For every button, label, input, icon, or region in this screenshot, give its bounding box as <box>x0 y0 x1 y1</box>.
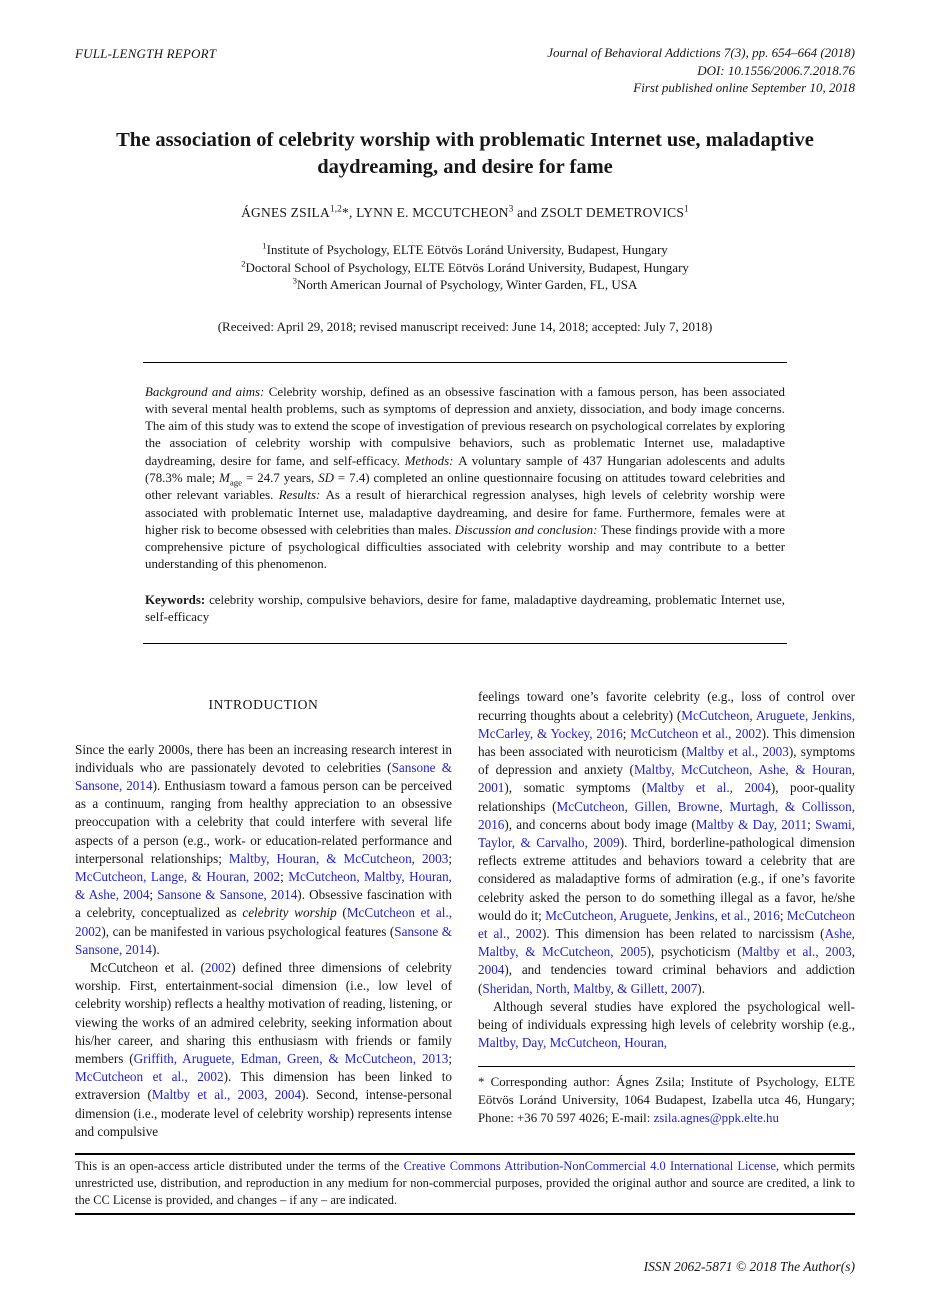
text-run: Keywords: <box>145 592 210 607</box>
body-paragraph <box>478 688 855 997</box>
citation-link[interactable]: Sansone & Sansone, 2014 <box>75 923 452 957</box>
citation-link[interactable]: Maltby, Houran, & McCutcheon, 2003 <box>228 850 449 866</box>
journal-info <box>547 44 855 97</box>
text-run: 1 <box>262 240 267 251</box>
text-run: ), and tendencies toward criminal behaviors and addiction ( <box>478 962 855 996</box>
text-run: , which permits unrestricted use, distribution, and reproduction in any medium for non-commercial purposes, provided the original author and source are credited, a link to the CC License is provided, and changes – if any – are indicated. <box>75 1159 855 1207</box>
text-run: ). Enthusiasm toward a famous person can be perceived as a continuum, ranging from healthy appreciation to an obsessive preoccupation with a celebrity that could interfere with several life aspects of a person (e.g., work- or education-related performance and interpersonal relationships; <box>75 777 452 866</box>
citation-link[interactable]: Sheridan, North, Maltby, & Gillett, 2007 <box>482 980 698 996</box>
text-run: SD <box>318 470 334 485</box>
citation-link[interactable]: McCutcheon, Aruguete, Jenkins, McCarley, & Yockey, 2016 <box>478 707 855 741</box>
citation-link[interactable]: McCutcheon, Maltby, Houran, & Ashe, 2004 <box>75 868 452 903</box>
text-run: , <box>851 944 855 960</box>
citation-link[interactable]: Sansone & Sansone, 2014 <box>157 887 298 903</box>
text-run: ). This dimension has been associated with neuroticism ( <box>478 725 856 759</box>
text-run: These findings provide with a more comprehensive picture of psychological difficulties associated with celebrity worship and may contribute to a better understanding of this phenomenon. <box>145 522 785 572</box>
doi-line: DOI: 10.1556/2006.7.2018.76 <box>697 62 855 78</box>
text-run: ; <box>807 816 816 832</box>
citation-link[interactable]: McCutcheon, Lange, & Houran, 2002 <box>75 868 281 884</box>
text-run: ). Obsessive fascination with a celebrity, conceptualized as <box>75 887 452 921</box>
text-run: ). This dimension has been related to narcissism ( <box>542 926 825 941</box>
right-column <box>478 688 855 1141</box>
body-paragraph <box>75 741 452 959</box>
text-run: McCutcheon et al. ( <box>90 960 205 975</box>
issn-copyright-line: ISSN 2062-5871 © 2018 The Author(s) <box>643 1259 855 1275</box>
text-run: ; <box>622 725 631 741</box>
citation-link[interactable]: McCutcheon et al., 2002 <box>478 907 855 941</box>
text-run: As a result of hierarchical regression analyses, high levels of celebrity worship were associated with problematic Internet use, maladaptive daydreaming, and desire for fame. Furthermore, females were at higher risk to become obsessed with celebrities than males. <box>145 488 785 537</box>
text-run: 3 <box>508 203 514 214</box>
text-run: ), psychoticism ( <box>646 944 742 960</box>
affiliation-line <box>75 259 855 277</box>
text-run: ). This dimension has been linked to extraversion ( <box>75 1069 452 1103</box>
text-run: * Corresponding author: Ágnes Zsila; Institute of Psychology, ELTE Eötvös Loránd University, 1064 Budapest, Izabella utca 46, Hungary; Phone: +36 70 597 4026; E-mail: <box>478 1075 855 1125</box>
citation-link[interactable]: Maltby et al., 2003 <box>151 1087 265 1103</box>
affiliations-block <box>75 241 855 294</box>
text-run: ), can be manifested in various psychological features ( <box>101 923 395 939</box>
left-column <box>75 688 452 1141</box>
text-run: ). <box>697 980 705 996</box>
text-run: Background and aims: <box>145 384 269 399</box>
text-run: , <box>264 1087 275 1103</box>
received-dates-line: (Received: April 29, 2018; revised manuscript received: June 14, 2018; accepted: July 7, 2018) <box>217 318 713 334</box>
text-run: celebrity worship, compulsive behaviors, desire for fame, maladaptive daydreaming, problematic Internet use, self-efficacy <box>145 592 786 625</box>
text-run: ), somatic symptoms ( <box>504 780 647 796</box>
text-run: ), symptoms of depression and anxiety ( <box>478 743 856 778</box>
citation-link[interactable]: McCutcheon, Aruguete, Jenkins, et al., 2016 <box>545 907 780 923</box>
text-run: ), and concerns about body image ( <box>504 816 696 832</box>
text-run: ). <box>151 941 160 957</box>
text-run: celebrity worship <box>242 905 337 921</box>
article-title: The association of celebrity worship with problematic Internet use, maladaptive daydreaming, and desire for fame <box>116 128 814 178</box>
citation-link[interactable]: Ashe, Maltby, & McCutcheon, 2005 <box>478 926 855 960</box>
authors-line <box>75 205 855 221</box>
text-run: Institute of Psychology, ELTE Eötvös Loránd University, Budapest, Hungary <box>266 242 668 257</box>
keywords-line <box>145 592 785 627</box>
text-run: *, LYNN E. MCCUTCHEON <box>342 205 509 220</box>
body-paragraph <box>75 959 452 1141</box>
text-run: ( <box>336 905 347 921</box>
page-header <box>75 44 855 97</box>
text-run: ). Second, intense-personal dimension (i.e., moderate level of celebrity worship) represents intense and compulsive <box>75 1087 452 1139</box>
citation-link[interactable]: Maltby et al., 2003 <box>741 944 852 960</box>
citation-link[interactable]: Swami, Taylor, & Carvalho, 2009 <box>478 816 855 850</box>
body-columns <box>75 688 855 1141</box>
text-run: ). Third, borderline-pathological dimension reflects extreme attitudes and behaviors toward a celebrity that are considered as maladaptive forms of admiration (e.g., if one’s favorite celebrity asked the person to do something illegal as a favor, he/she would do it; <box>478 834 855 923</box>
introduction-heading: INTRODUCTION <box>208 697 319 713</box>
text-run: Discussion and conclusion: <box>454 522 601 537</box>
text-run: M <box>219 470 230 485</box>
citation-link[interactable]: McCutcheon et al., 2002 <box>75 905 452 939</box>
citation-link[interactable]: 2004 <box>478 962 505 978</box>
email-link[interactable]: zsila.agnes@ppk.elte.hu <box>653 1110 779 1125</box>
text-run: ), poor-quality relationships ( <box>478 780 855 814</box>
text-run: This is an open-access article distributed under the terms of the <box>75 1159 404 1174</box>
text-run: 2 <box>241 258 246 269</box>
citation-link[interactable]: McCutcheon, Gillen, Browne, Murtagh, & Collisson, 2016 <box>478 798 855 832</box>
text-run: ; <box>448 1051 452 1067</box>
text-run: and ZSOLT DEMETROVICS <box>513 205 685 220</box>
corresponding-author-footnote <box>478 1066 855 1127</box>
journal-citation-line: Journal of Behavioral Addictions 7(3), pp. 654–664 (2018) <box>547 45 855 60</box>
open-access-notice <box>75 1153 855 1215</box>
citation-link[interactable]: 2002 <box>204 960 232 975</box>
text-run: ; <box>448 850 452 866</box>
citation-link[interactable]: Maltby et al., 2003 <box>686 743 789 759</box>
citation-link[interactable]: Maltby & Day, 2011 <box>695 816 808 832</box>
citation-link[interactable]: 2004 <box>274 1087 302 1103</box>
citation-link[interactable]: Griffith, Aruguete, Edman, Green, & McCutcheon, 2013 <box>133 1051 449 1067</box>
text-run: 1 <box>684 203 689 214</box>
text-run: A voluntary sample of 437 Hungarian adolescents and adults (78.3% male; <box>145 453 785 485</box>
citation-link[interactable]: Maltby, McCutcheon, Ashe, & Houran, 2001 <box>478 762 855 796</box>
affiliation-line <box>75 241 855 259</box>
citation-link[interactable]: Sansone & Sansone, 2014 <box>75 759 452 793</box>
text-run: Doctoral School of Psychology, ELTE Eötvös Loránd University, Budapest, Hungary <box>245 259 689 275</box>
text-run: ÁGNES ZSILA <box>241 205 330 220</box>
published-online-line: First published online September 10, 2018 <box>633 80 855 95</box>
report-type-label: FULL-LENGTH REPORT <box>75 46 217 61</box>
body-paragraph <box>478 998 855 1053</box>
text-run: ; <box>149 887 158 903</box>
text-run: Since the early 2000s, there has been an increasing research interest in individuals who are passionately devoted to celebrities ( <box>75 741 452 775</box>
text-run: = 7.4) completed an online questionnaire focusing on attitudes toward celebrities and other relevant variables. <box>145 470 786 503</box>
text-run: North American Journal of Psychology, Winter Garden, FL, USA <box>297 277 638 292</box>
license-link[interactable]: Creative Commons Attribution-NonCommercial 4.0 International License <box>403 1159 776 1174</box>
citation-link[interactable]: Maltby et al., 2004 <box>646 780 771 796</box>
abstract-block <box>143 362 787 645</box>
citation-link[interactable]: Maltby, Day, McCutcheon, Houran, <box>478 1035 668 1051</box>
text-run: ) defined three dimensions of celebrity worship. First, entertainment-social dimension (i.e., low level of celebrity worship) reflects a healthy motivation of reading, listening, or viewing the works of an admired celebrity, seeking information about his/her career, and sharing this enthusiasm with friends or family members ( <box>75 960 453 1067</box>
text-run: age <box>229 477 243 488</box>
citation-link[interactable]: McCutcheon et al., 2002 <box>75 1069 224 1085</box>
text-run: Results: <box>278 488 326 503</box>
text-run: 3 <box>292 275 298 286</box>
text-run: feelings toward one’s favorite celebrity (e.g., loss of control over recurring thoughts about a celebrity) ( <box>478 689 855 723</box>
text-run: Celebrity worship, defined as an obsessive fascination with a famous person, has been associated with several mental health problems, such as symptoms of depression and anxiety, dissociation, and body image concerns. The aim of this study was to extend the scope of investigation of previous research on psychological correlates by exploring the association of celebrity worship with compulsive behaviors, such as problematic Internet use, maladaptive daydreaming, desire for fame, and self-efficacy. <box>145 384 785 468</box>
affiliation-line <box>75 276 855 294</box>
text-run: Methods: <box>404 453 459 468</box>
citation-link[interactable]: McCutcheon et al., 2002 <box>630 725 762 741</box>
text-run: Although several studies have explored the psychological well-being of individuals expressing high levels of celebrity worship (e.g., <box>478 998 855 1033</box>
abstract-text <box>145 384 785 574</box>
text-run: ; <box>280 868 289 884</box>
text-run: 1,2 <box>329 203 343 214</box>
text-run: ; <box>779 907 787 923</box>
text-run: = 24.7 years, <box>242 470 319 485</box>
